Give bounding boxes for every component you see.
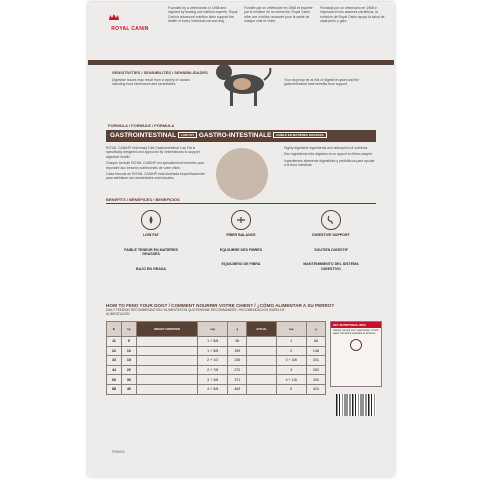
formula-name-en: GASTROINTESTINAL: [110, 132, 176, 139]
table-row: [107, 346, 326, 356]
feeding-table: [106, 321, 326, 395]
nutrition-side-box: [330, 321, 382, 387]
formula-para: Des ingrédients très digestes et un apport en fibres adapté.: [284, 152, 373, 157]
benefit-name-fr: SOUTIEN DIGESTIF: [314, 247, 348, 252]
formula-para: Chaque formule ROYAL CANIN® est spécialement formulée pour répondre aux besoins nutritionnels de votre chien.: [106, 161, 205, 170]
benefit-name-es: EQUILIBRIO DE FIBRA: [221, 262, 261, 267]
header: [88, 2, 394, 30]
sensitivities-title: SENSITIVITIES / SENSIBILITÉS / SENSIBILIDADES: [112, 70, 208, 75]
table-row: [107, 356, 326, 366]
intro-fr: Fondée par un vétérinaire en 1968 et inspirée par le meilleur de la recherche, Royal Canin offre une nutrition avancée pour la santé de chaque chat et chien.: [244, 6, 313, 24]
col-header: ACTUAL: [247, 322, 276, 337]
fat-drop-icon: [141, 210, 161, 230]
table-cell: 10: [121, 346, 136, 356]
sensitivities-text-left: Digestive issues may result from a variety of causes including food intolerance and sensitivities.: [112, 78, 191, 87]
table-cell: [247, 384, 276, 394]
table-cell: 66: [107, 375, 122, 385]
table-cell: 3 + 3/8: [198, 375, 228, 385]
col-header: cup: [198, 322, 228, 337]
table-cell: 88: [306, 337, 325, 347]
table-cell: 2 + 7/8: [198, 365, 228, 375]
benefit-low-fat: [116, 210, 186, 271]
table-cell: 272: [228, 365, 247, 375]
sensitivities-text-right: Your dog may be at risk of digestive upset and the gastrointestinal tract benefits from support.: [284, 78, 360, 87]
table-cell: 11: [107, 337, 122, 347]
table-cell: 44: [107, 365, 122, 375]
table-row: [107, 384, 326, 394]
side-box-title: KEY NUTRITIONAL INFO: [331, 322, 381, 328]
formula-tag-fr: FAIBLE EN MATIÈRES GRASSES: [273, 132, 326, 138]
benefit-name: DIGESTIVE SUPPORT: [312, 233, 350, 237]
table-cell: 250: [306, 365, 325, 375]
table-cell: 30: [121, 375, 136, 385]
formula-para: Highly digestible ingredients and absorption of nutrients.: [284, 146, 369, 150]
fiber-balance-icon: [231, 210, 251, 230]
brand-name: ROYAL CANIN: [111, 26, 149, 32]
table-cell: 5: [276, 384, 306, 394]
col-header: lb: [107, 322, 122, 337]
table-cell: 4 + 5/8: [198, 384, 228, 394]
col-header: g: [306, 322, 325, 337]
table-cell: 463: [228, 384, 247, 394]
water-bowl-icon: [350, 339, 362, 351]
col-header: g: [228, 322, 247, 337]
food-bag-back: [88, 2, 394, 476]
table-cell: 1 + 5/8: [198, 346, 228, 356]
table-cell: 201: [306, 356, 325, 366]
table-cell: 15: [121, 356, 136, 366]
formula-tag-en: LOW FAT: [178, 132, 197, 138]
formula-para: ROYAL CANIN® Veterinary Diet Gastrointestinal Low Fat is specifically designed and approved by veterinarians to support digestive health.: [106, 146, 200, 159]
formula-para: Cada fórmula de ROYAL CANIN® está diseñada específicamente para satisfacer las necesidades nutricionales.: [106, 172, 205, 181]
table-cell: 33: [107, 356, 122, 366]
table-cell: 423: [306, 384, 325, 394]
table-cell: 371: [228, 375, 247, 385]
formula-name-fr: GASTRO-INTESTINALE: [198, 132, 272, 139]
table-cell: [247, 356, 276, 366]
table-cell: 3: [276, 365, 306, 375]
intro-es: Fundada por un veterinario en 1968 e inspirada en los avances científicos, la nutrición de Royal Canin apoya la salud de cada perro y gato.: [320, 6, 385, 24]
table-cell: 40: [121, 384, 136, 394]
kibble-photo: [216, 148, 268, 200]
formula-description-right: [284, 146, 376, 168]
table-cell: 1 + 5/8: [198, 337, 228, 347]
col-header: kg: [121, 322, 136, 337]
table-cell: 339: [306, 375, 325, 385]
table-cell: 2 + 3/8: [276, 356, 306, 366]
formula-description-left: [106, 146, 206, 181]
lot-code: P000000: [112, 450, 125, 454]
table-cell: [136, 346, 197, 356]
barcode: [336, 394, 376, 416]
dog-illustration: [210, 50, 274, 114]
table-cell: [136, 375, 197, 385]
benefit-fiber-balance: [206, 210, 276, 267]
table-cell: [136, 365, 197, 375]
table-cell: 236: [228, 356, 247, 366]
table-cell: 148: [306, 346, 325, 356]
feeding-title: HOW TO FEED YOUR DOG? / COMMENT NOURRIR VOTRE CHIEN? / ¿CÓMO ALIMENTAR A SU PERRO?: [106, 303, 335, 308]
benefit-name-fr: ÉQUILIBRE DES FIBRES: [219, 247, 263, 252]
feeding-subtitle: DAILY FEEDING RECOMMENDATION / ALIMENTATION QUOTIDIENNE RECOMMANDÉE / RECOMENDACIÓN DIARIA DE ALIMENTACIÓN: [106, 308, 285, 316]
table-header-row: [107, 322, 326, 337]
side-box-text: Always consult your veterinarian. Fresh water should be available at all times.: [333, 329, 379, 336]
col-header: WEIGHT CONDITION: [136, 322, 197, 337]
table-cell: 88: [107, 384, 122, 394]
table-cell: [136, 337, 197, 347]
table-cell: 96: [228, 337, 247, 347]
formula-label: FORMULA / FORMULE / FÓRMULA: [108, 123, 175, 128]
col-header: cup: [276, 322, 306, 337]
formula-bar: [106, 130, 376, 142]
benefit-name-fr: FAIBLE TENEUR EN MATIÈRES GRASSES: [124, 247, 178, 257]
benefit-name-es: BAJO EN GRASA: [136, 266, 166, 271]
digestive-icon: [321, 210, 341, 230]
benefit-name-es: MANTENIMIENTO DEL SISTEMA DIGESTIVO: [303, 262, 359, 271]
table-cell: 1: [276, 337, 306, 347]
table-cell: 20: [121, 365, 136, 375]
table-cell: 4 + 1/8: [276, 375, 306, 385]
intro-en: Founded by a veterinarian in 1968 and inspired by leading cat nutrition experts, Royal Canin's advanced nutrition diets support the health of every individual cat and dog.: [168, 6, 238, 24]
crown-icon: [108, 14, 120, 21]
table-row: [107, 337, 326, 347]
benefits-title: BENEFITS / BÉNÉFICES / BENEFICIOS: [106, 197, 180, 202]
table-cell: 159: [228, 346, 247, 356]
table-cell: [247, 375, 276, 385]
formula-para: Ingredientes altamente digestibles y prebióticos para ayudar a la flora intestinal.: [284, 158, 375, 168]
table-cell: [136, 356, 197, 366]
table-cell: 22: [107, 346, 122, 356]
table-cell: 5: [121, 337, 136, 347]
table-row: [107, 365, 326, 375]
table-cell: 2 + 1/2: [198, 356, 228, 366]
table-cell: [247, 346, 276, 356]
formula-title: [110, 132, 327, 139]
benefit-name: LOW FAT: [143, 233, 159, 237]
table-cell: [136, 384, 197, 394]
table-cell: [247, 337, 276, 347]
table-cell: [247, 365, 276, 375]
benefit-name: FIBER BALANCE: [226, 233, 256, 237]
table-cell: 2: [276, 346, 306, 356]
table-row: [107, 375, 326, 385]
brand-logo: [108, 8, 152, 32]
benefit-digestive-support: [296, 210, 366, 271]
